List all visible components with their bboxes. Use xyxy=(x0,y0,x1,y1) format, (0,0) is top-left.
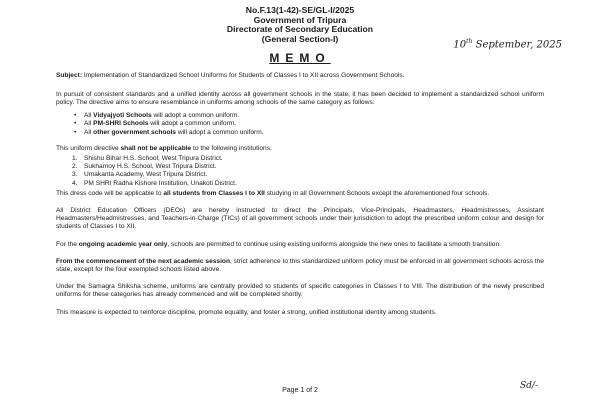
page-number: Page 1 of 2 xyxy=(282,387,318,394)
deo-paragraph: All District Education Officers (DEOs) are hereby instructed to direct the Principals, Vice-Principals, Headmasters, Headmistresses, Assistant Headmasters/Headmistresses, and Teachers-in-Charge (TICs) of all government schools under their jurisdiction to adopt the prescribed uniform colour and design for students of Classes I to XII. xyxy=(56,207,544,231)
exempt-item: 1. Shishu Bihar H.S. School, West Tripura District. xyxy=(72,155,223,162)
ongoing-year-paragraph: For the ongoing academic year only, schools are permitted to continue using existing uniforms alongside the new ones to facilitate a smooth transition. xyxy=(56,240,501,248)
subject-line xyxy=(56,72,544,80)
date-day: 10 xyxy=(453,39,467,51)
date-suffix: th xyxy=(466,38,473,45)
date-rest: September, 2025 xyxy=(472,39,562,51)
intro-paragraph: In pursuit of consistent standards and a unified identity across all government schools in the state, it has been decided to implement a standardized school uniform policy. The directive aims to ensure resemblance in uniforms among schools of the same category as follows: xyxy=(56,90,544,106)
directorate-name: Directorate of Secondary Education xyxy=(226,24,374,35)
category-item: • All other government schools will adopt a common uniform. xyxy=(84,129,544,137)
subject-text: Implementation of Standardized School Uniforms for Students of Classes I to XII across Government Schools. xyxy=(82,71,405,79)
memo-date xyxy=(453,38,562,50)
closing-paragraph: This measure is expected to reinforce discipline, promote equality, and foster a strong, unified institutional identity among students. xyxy=(56,308,437,316)
signature-initials: Sd/- xyxy=(520,380,538,391)
subject-label: Subject: xyxy=(56,71,83,79)
exempt-item: 2. Sukhamoy H.S. School, West Tripura District. xyxy=(72,163,217,171)
applicability-paragraph: This dress code will be applicable to all students from Classes I to XII studying in all Government Schools except the aforementioned four schools. xyxy=(56,189,490,197)
file-number: No.F.13(1-42)-SE/GL-I/2025 xyxy=(245,5,355,15)
samagra-paragraph: Under the Samagra Shiksha scheme, uniforms are centrally provided to students of specific categories in Classes I to VIII. The distribution of the newly prescribed uniforms for these categories has already commenced and will be completed shortly. xyxy=(56,283,544,299)
exempt-list xyxy=(56,155,544,188)
category-item: • All Vidyajyoti Schools will adopt a common uniform. xyxy=(84,112,544,120)
section-name: (General Section-I) xyxy=(261,33,339,44)
category-list xyxy=(56,112,544,137)
government-name: Government of Tripura xyxy=(253,14,347,25)
exempt-item: 4. PM SHRI Radha Kishore Institution, Unakoti District. xyxy=(72,179,237,187)
memo-title: MEMO xyxy=(269,51,331,66)
exempt-intro: This uniform directive shall not be applicable to the following institutions: xyxy=(56,144,272,152)
exempt-item: 3. Umakanta Academy, West Tripura District. xyxy=(72,171,208,179)
next-session-paragraph: From the commencement of the next academic session, strict adherence to this standardized uniform policy must be enforced in all government schools across the state, except for the four exempted schools listed above. xyxy=(56,257,544,274)
category-item: • All PM-SHRI Schools will adopt a common uniform. xyxy=(84,120,544,128)
